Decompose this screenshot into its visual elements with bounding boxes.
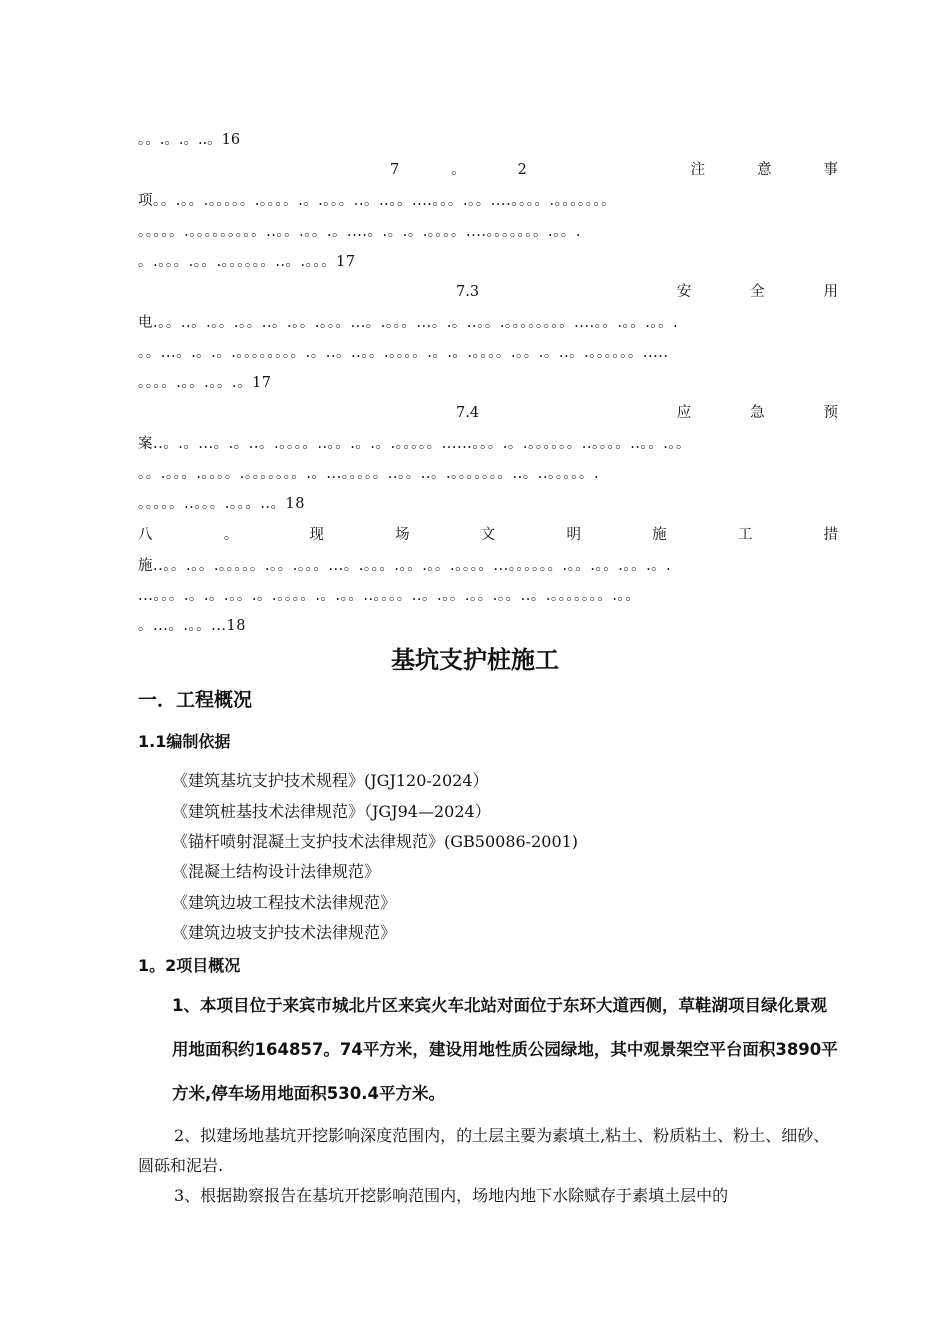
toc-char: 明 (566, 527, 581, 543)
toc-char: 2 (517, 162, 527, 178)
toc-char: 安 (676, 284, 692, 300)
subsection-heading: 1。2项目概况 (138, 956, 241, 975)
toc-char: 急 (750, 405, 765, 421)
toc-char: 。 (223, 527, 239, 543)
toc-entry-7-3[interactable] (456, 281, 838, 303)
toc-char: 注 (690, 162, 706, 178)
toc-char: 应 (676, 405, 692, 421)
section-heading: 一．工程概况 (138, 689, 253, 711)
toc-char: 工 (737, 527, 753, 543)
project-paragraph-2: 2、拟建场地基坑开挖影响深度范围内，的土层主要为素填土,粘土、粉质粘土、粉土、细砂、圆砾和泥岩. (138, 1126, 830, 1175)
toc-char: 场 (395, 527, 410, 543)
reference-item: 《建筑桩基技术法律规范》（JGJ94—2024） (172, 802, 491, 821)
toc-char: 用 (823, 284, 838, 300)
project-paragraph-1: 1、本项目位于来宾市城北片区来宾火车北站对面位于东环大道西侧，草鞋湖项目绿化景观用地面积约164857。74平方米，建设用地性质公园绿地，其中观景架空平台面积3890平方米,停车场用地面积530.4平方米。 (172, 996, 838, 1103)
toc-char: 施 (652, 527, 667, 543)
toc-leader: 。。.。。。.。。。。.。。。。。。。.。...。。。。。..。。..。.。。。。。。。..。..。。。。。. (138, 466, 600, 482)
reference-item: 《建筑边坡支护技术法律规范》 (172, 923, 397, 942)
toc-leader: 案..。.。...。.。..。.。。。。..。。.。.。.。。。。。......。。。.。.。。。。。。..。。。。..。。.。。 (138, 436, 692, 452)
document-title: 基坑支护桩施工 (391, 646, 559, 674)
reference-item: 《建筑基坑支护技术规程》(JGJ120-2024） (172, 771, 489, 790)
toc-number: 7 (390, 162, 400, 178)
toc-char: 意 (757, 162, 772, 178)
toc-entry-8[interactable] (138, 524, 838, 546)
toc-number: 7.4 (456, 405, 480, 421)
toc-char: 。 (451, 162, 466, 178)
toc-char: 八 (138, 527, 153, 543)
toc-entry-7-4[interactable] (456, 402, 838, 424)
reference-item: 《建筑边坡工程技术法律规范》 (172, 893, 397, 912)
toc-char: 文 (480, 527, 496, 543)
toc-leader: 项。。.。。.。。。。。.。。。。.。.。。。..。..。。....。。。.。。....。。。。.。。。。。。。 (138, 193, 617, 209)
toc-char: 事 (823, 162, 838, 178)
toc-leader: 电.。。..。.。。.。。..。.。。.。。。...。.。。。...。.。..。。.。。。。。。。。....。。.。。.。。. (138, 315, 679, 331)
toc-char: 现 (309, 527, 324, 543)
toc-entry-7-2[interactable] (390, 159, 838, 181)
toc-leader: 。.。。。.。。.。。。。。。..。.。。。17 (138, 254, 356, 270)
toc-leader: 。。。。。.。。。。。。。。。..。。.。。.。....。.。.。.。。。。....。。。。。。。.。。. (138, 224, 581, 240)
toc-leader: ...。。。.。.。.。。.。.。。。。.。.。。..。。。。..。.。。.。。.。。..。.。。。。。。。.。。 (138, 588, 641, 604)
toc-leader: 。。。。。..。。。.。。。..。18 (138, 496, 305, 512)
toc-char: 预 (823, 405, 838, 421)
project-paragraph-3: 3、根据勘察报告在基坑开挖影响范围内，场地内地下水除赋存于素填土层中的 (174, 1186, 729, 1205)
toc-line: 。。.。.。..。16 (138, 132, 241, 148)
toc-leader: 。。...。.。.。.。。。。。。。。.。..。..。。.。。。。.。.。.。。。。.。。.。..。.。。。。。。..... (138, 345, 669, 361)
toc-number: 7.3 (456, 284, 480, 300)
reference-item: 《锚杆喷射混凝土支护技术法律规范》(GB50086-2001) (172, 832, 579, 851)
toc-char: 措 (823, 527, 838, 543)
toc-leader: 。。。。.。。.。。.。17 (138, 375, 272, 391)
toc-leader: 施..。。.。。.。。。。。.。。.。。。...。.。。。.。。.。。.。。。。...。。。。。。.。。.。。.。。.。. (138, 558, 672, 574)
reference-item: 《混凝土结构设计法律规范》 (172, 862, 381, 881)
toc-char: 全 (750, 284, 765, 300)
toc-leader: 。...。.。。...18 (138, 618, 246, 634)
subsection-heading: 1.1编制依据 (138, 732, 231, 751)
